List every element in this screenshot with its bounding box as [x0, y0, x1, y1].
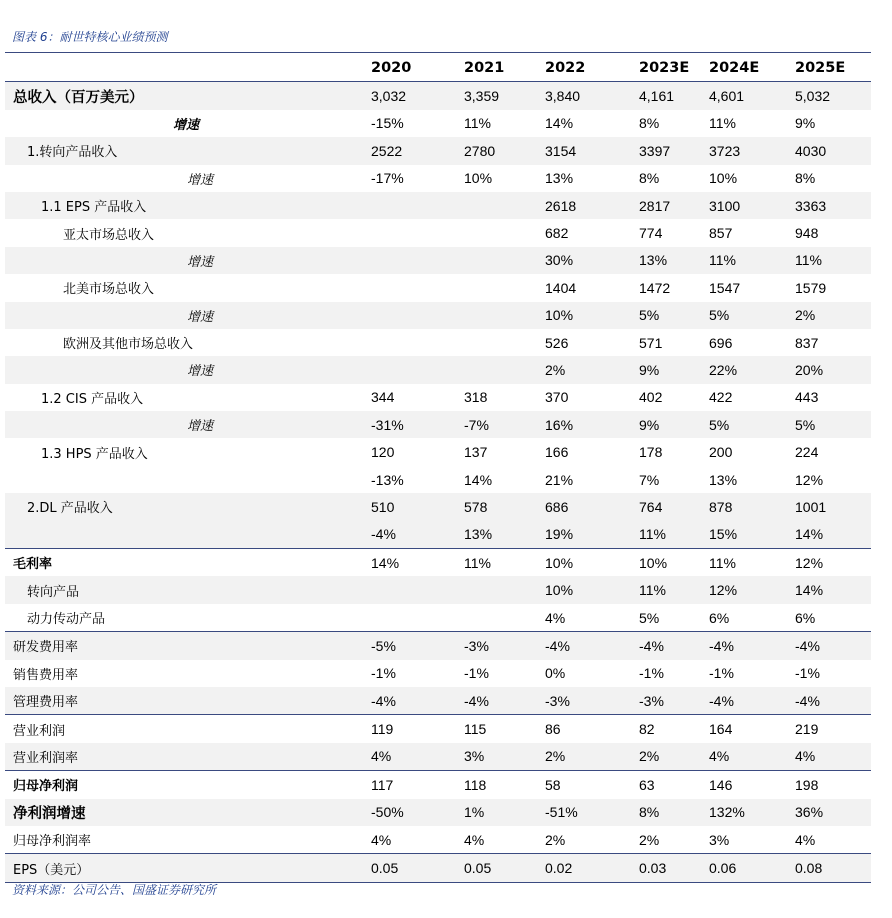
row-label: 增速	[187, 309, 214, 325]
value-cell-2024e: 200	[709, 444, 733, 461]
row-label: 研发费用率	[13, 640, 79, 656]
value-cell-2021	[464, 219, 545, 246]
value-cell-2024e: 3100	[709, 192, 795, 219]
value-cell-2023e: 2%	[639, 831, 660, 848]
value-cell-2020: 117	[371, 771, 464, 799]
value-cell-2025e: 3363	[795, 192, 871, 219]
value-cell-2020: -17%	[371, 170, 404, 187]
value-cell-2022: 86	[545, 715, 639, 743]
value-cell-2021	[464, 576, 545, 603]
value-cell-2025e: 36%	[795, 799, 871, 826]
value-cell-2023e: 1472	[639, 279, 671, 296]
row-label: 转向产品	[27, 584, 80, 600]
row-label: 毛利率	[13, 557, 53, 573]
value-cell-2023e: 3397	[639, 137, 709, 164]
value-cell-2021: 11%	[464, 115, 491, 132]
value-cell-2025e: 11%	[795, 247, 871, 274]
value-cell-2022: 3154	[545, 137, 639, 164]
value-cell-2022: 21%	[545, 471, 574, 488]
table-row	[5, 274, 871, 301]
row-label-cell	[5, 110, 371, 137]
value-cell-2025e: 20%	[795, 356, 871, 383]
value-cell-2024e: 11%	[709, 115, 736, 132]
table-row	[5, 82, 871, 110]
value-cell-2020: 4%	[371, 831, 392, 848]
row-label-cell	[5, 165, 371, 192]
value-cell-2023e: 11%	[639, 576, 709, 603]
value-cell-2023e: 4,161	[639, 82, 709, 110]
header-year: 2020	[371, 54, 464, 82]
value-cell-2021: 3%	[464, 743, 545, 771]
value-cell-2021	[464, 302, 545, 329]
value-cell-2023e: 8%	[639, 170, 660, 187]
value-cell-2023e: 82	[639, 715, 709, 743]
value-cell-2022: 13%	[545, 170, 574, 187]
row-label: 营业利润	[13, 723, 66, 739]
value-cell-2024e: -4%	[709, 687, 795, 715]
value-cell-2020: -5%	[371, 632, 464, 660]
header-row	[5, 54, 871, 82]
table-row	[5, 854, 871, 882]
row-label: 亚太市场总收入	[63, 227, 155, 243]
table-row	[5, 165, 871, 192]
table-row	[5, 632, 871, 660]
row-label: 1.3 HPS 产品收入	[41, 446, 148, 462]
value-cell-2020	[371, 274, 464, 301]
value-cell-2022: 0.02	[545, 854, 639, 882]
value-cell-2024e: 11%	[709, 549, 795, 577]
value-cell-2021: 11%	[464, 549, 545, 577]
row-label: 增速	[187, 172, 214, 188]
table-row	[5, 604, 871, 632]
value-cell-2023e: 8%	[639, 799, 709, 826]
value-cell-2023e: 9%	[639, 411, 709, 438]
value-cell-2022: 30%	[545, 247, 639, 274]
row-label-cell	[5, 521, 371, 549]
row-label: 2.DL 产品收入	[27, 501, 113, 517]
row-label-cell	[5, 302, 371, 329]
row-label-cell	[5, 274, 371, 301]
value-cell-2023e: 0.03	[639, 854, 709, 882]
value-cell-2021: 318	[464, 389, 488, 406]
row-label: 总收入（百万美元）	[13, 89, 144, 106]
value-cell-2021: 14%	[464, 471, 493, 488]
value-cell-2025e: 5%	[795, 411, 871, 438]
row-label-cell	[5, 743, 371, 771]
value-cell-2024e: 13%	[709, 471, 738, 488]
row-label-cell	[5, 192, 371, 219]
value-cell-2024e: 422	[709, 389, 733, 406]
value-cell-2025e: 1001	[795, 493, 871, 520]
table-row	[5, 826, 871, 854]
value-cell-2022: 1404	[545, 279, 577, 296]
table-row	[5, 192, 871, 219]
value-cell-2024e: -1%	[709, 665, 734, 682]
value-cell-2020: 0.05	[371, 854, 464, 882]
value-cell-2020: 119	[371, 715, 464, 743]
value-cell-2025e: 12%	[795, 471, 824, 488]
value-cell-2025e: -4%	[795, 632, 871, 660]
value-cell-2022: 4%	[545, 609, 566, 626]
value-cell-2021: 1%	[464, 799, 545, 826]
value-cell-2022: 10%	[545, 302, 639, 329]
value-cell-2021	[464, 604, 545, 632]
value-cell-2020: -50%	[371, 799, 464, 826]
figure-caption: 图表 6：耐世特核心业绩预测	[12, 30, 168, 44]
table-row	[5, 219, 871, 246]
value-cell-2023e: 7%	[639, 471, 660, 488]
value-cell-2024e: 857	[709, 225, 733, 242]
value-cell-2022: 3,840	[545, 82, 639, 110]
row-label-cell	[5, 329, 371, 356]
value-cell-2024e: 5%	[709, 411, 795, 438]
value-cell-2025e: 948	[795, 225, 819, 242]
value-cell-2023e: 774	[639, 225, 663, 242]
header-year: 2022	[545, 54, 639, 82]
value-cell-2025e: 224	[795, 444, 819, 461]
value-cell-2025e: 0.08	[795, 854, 871, 882]
value-cell-2023e: 13%	[639, 247, 709, 274]
value-cell-2024e: 12%	[709, 576, 795, 603]
value-cell-2022: -4%	[545, 632, 639, 660]
value-cell-2022: 166	[545, 444, 569, 461]
value-cell-2021: 0.05	[464, 854, 545, 882]
value-cell-2025e: 4030	[795, 137, 871, 164]
value-cell-2021	[464, 329, 545, 356]
row-label: 1.转向产品收入	[27, 145, 118, 161]
value-cell-2025e: 6%	[795, 609, 816, 626]
header-label-cell	[5, 54, 371, 82]
value-cell-2021: 2780	[464, 137, 545, 164]
row-label: 增速	[187, 419, 214, 435]
value-cell-2020	[371, 192, 464, 219]
table-row	[5, 549, 871, 577]
row-label-cell	[5, 82, 371, 110]
value-cell-2020	[371, 329, 464, 356]
value-cell-2023e: 402	[639, 389, 663, 406]
row-label-cell	[5, 493, 371, 520]
table-row	[5, 715, 871, 743]
table-row	[5, 356, 871, 383]
value-cell-2022: 2618	[545, 192, 639, 219]
value-cell-2023e: 10%	[639, 549, 709, 577]
value-cell-2021: 13%	[464, 521, 545, 549]
value-cell-2022: -51%	[545, 799, 639, 826]
value-cell-2025e: 12%	[795, 549, 871, 577]
row-label-cell	[5, 604, 371, 632]
value-cell-2022: 10%	[545, 549, 639, 577]
row-label-cell	[5, 660, 371, 687]
value-cell-2020: 344	[371, 389, 395, 406]
row-label: 1.2 CIS 产品收入	[41, 391, 144, 407]
value-cell-2024e: 878	[709, 493, 795, 520]
value-cell-2020: -13%	[371, 471, 404, 488]
value-cell-2024e: 10%	[709, 170, 738, 187]
value-cell-2020: 510	[371, 493, 464, 520]
value-cell-2025e: -4%	[795, 687, 871, 715]
value-cell-2020	[371, 604, 464, 632]
value-cell-2024e: 6%	[709, 609, 730, 626]
row-label-cell	[5, 549, 371, 577]
row-label-cell	[5, 438, 371, 465]
value-cell-2024e: 5%	[709, 302, 795, 329]
value-cell-2023e: 9%	[639, 356, 709, 383]
table-row	[5, 771, 871, 799]
row-label-cell	[5, 356, 371, 383]
row-label-cell	[5, 826, 371, 854]
value-cell-2020: -4%	[371, 521, 464, 549]
row-label-cell	[5, 466, 371, 493]
header-year: 2023E	[639, 54, 709, 82]
value-cell-2021: 4%	[464, 831, 485, 848]
value-cell-2022: 686	[545, 493, 639, 520]
value-cell-2024e: 22%	[709, 356, 795, 383]
value-cell-2020	[371, 247, 464, 274]
value-cell-2020: -4%	[371, 687, 464, 715]
value-cell-2023e: 5%	[639, 302, 709, 329]
value-cell-2021	[464, 356, 545, 383]
value-cell-2025e: 14%	[795, 576, 871, 603]
value-cell-2020: 3,032	[371, 82, 464, 110]
table-row	[5, 110, 871, 137]
table-row	[5, 438, 871, 465]
value-cell-2023e: -4%	[639, 632, 709, 660]
value-cell-2023e: 63	[639, 771, 709, 799]
value-cell-2022: 14%	[545, 115, 574, 132]
value-cell-2025e: 8%	[795, 170, 816, 187]
value-cell-2022: 58	[545, 771, 639, 799]
value-cell-2025e: 9%	[795, 115, 816, 132]
forecast-table	[5, 54, 871, 883]
row-label-cell	[5, 799, 371, 826]
value-cell-2024e: 1547	[709, 279, 741, 296]
value-cell-2022: 0%	[545, 665, 566, 682]
row-label-cell	[5, 576, 371, 603]
value-cell-2023e: 571	[639, 334, 663, 351]
value-cell-2024e: 11%	[709, 247, 795, 274]
value-cell-2022: 16%	[545, 411, 639, 438]
value-cell-2025e: 14%	[795, 521, 871, 549]
value-cell-2023e: 8%	[639, 115, 660, 132]
value-cell-2020	[371, 219, 464, 246]
value-cell-2022: 19%	[545, 521, 639, 549]
value-cell-2021	[464, 192, 545, 219]
value-cell-2024e: 146	[709, 771, 795, 799]
row-label: 销售费用率	[13, 667, 79, 683]
row-label: EPS（美元）	[13, 862, 90, 878]
value-cell-2020	[371, 576, 464, 603]
row-label: 归母净利润率	[13, 834, 92, 850]
value-cell-2025e: -1%	[795, 665, 820, 682]
row-label: 1.1 EPS 产品收入	[41, 200, 147, 216]
value-cell-2021: 118	[464, 771, 545, 799]
value-cell-2022: 526	[545, 334, 569, 351]
value-cell-2024e: 696	[709, 334, 733, 351]
value-cell-2020	[371, 356, 464, 383]
value-cell-2024e: 132%	[709, 799, 795, 826]
value-cell-2025e: 1579	[795, 279, 827, 296]
row-label-cell	[5, 632, 371, 660]
value-cell-2025e: 219	[795, 715, 871, 743]
value-cell-2023e: 2817	[639, 192, 709, 219]
value-cell-2024e: 0.06	[709, 854, 795, 882]
value-cell-2021	[464, 274, 545, 301]
value-cell-2020: -15%	[371, 115, 404, 132]
row-label-cell	[5, 247, 371, 274]
value-cell-2023e: -3%	[639, 687, 709, 715]
value-cell-2021: -4%	[464, 687, 545, 715]
table-row	[5, 329, 871, 356]
value-cell-2021: -1%	[464, 665, 489, 682]
value-cell-2025e: 5,032	[795, 82, 871, 110]
row-label-cell	[5, 854, 371, 882]
row-label: 增速	[173, 117, 200, 133]
value-cell-2024e: 4,601	[709, 82, 795, 110]
table-row	[5, 302, 871, 329]
value-cell-2022: 10%	[545, 576, 639, 603]
value-cell-2024e: 15%	[709, 521, 795, 549]
row-label-cell	[5, 715, 371, 743]
table-row	[5, 384, 871, 411]
value-cell-2023e: 764	[639, 493, 709, 520]
value-cell-2025e: 4%	[795, 743, 871, 771]
value-cell-2023e: 11%	[639, 521, 709, 549]
table-row	[5, 743, 871, 771]
value-cell-2023e: 2%	[639, 743, 709, 771]
value-cell-2024e: 3723	[709, 137, 795, 164]
value-cell-2023e: -1%	[639, 665, 664, 682]
row-label-cell	[5, 219, 371, 246]
row-label-cell	[5, 411, 371, 438]
row-label: 欧洲及其他市场总收入	[63, 337, 194, 353]
row-label-cell	[5, 137, 371, 164]
value-cell-2024e: 4%	[709, 743, 795, 771]
value-cell-2025e: 443	[795, 389, 819, 406]
value-cell-2020	[371, 302, 464, 329]
value-cell-2021: -7%	[464, 411, 545, 438]
value-cell-2022: 2%	[545, 743, 639, 771]
value-cell-2024e: 164	[709, 715, 795, 743]
value-cell-2020: 4%	[371, 743, 464, 771]
row-label: 营业利润率	[13, 750, 79, 766]
value-cell-2020: -1%	[371, 665, 396, 682]
value-cell-2022: 2%	[545, 356, 639, 383]
header-year: 2021	[464, 54, 545, 82]
value-cell-2022: 682	[545, 225, 569, 242]
value-cell-2021: -3%	[464, 632, 545, 660]
row-label-cell	[5, 771, 371, 799]
top-rule	[5, 52, 871, 53]
row-label: 动力传动产品	[27, 612, 106, 627]
row-label: 管理费用率	[13, 695, 79, 711]
value-cell-2024e: 3%	[709, 831, 730, 848]
value-cell-2021: 578	[464, 493, 545, 520]
row-label: 归母净利润	[13, 779, 79, 795]
header-year: 2024E	[709, 54, 795, 82]
table-row	[5, 247, 871, 274]
table-row	[5, 660, 871, 687]
table-row	[5, 799, 871, 826]
source-note: 资料来源：公司公告、国盛证券研究所	[12, 883, 217, 897]
row-label: 净利润增速	[13, 805, 86, 822]
value-cell-2021	[464, 247, 545, 274]
table-row	[5, 521, 871, 549]
table-row	[5, 576, 871, 603]
header-year: 2025E	[795, 54, 871, 82]
value-cell-2022: -3%	[545, 687, 639, 715]
value-cell-2021: 137	[464, 444, 488, 461]
row-label: 北美市场总收入	[63, 282, 155, 298]
value-cell-2021: 10%	[464, 170, 493, 187]
table-row	[5, 466, 871, 493]
table-row	[5, 411, 871, 438]
row-label: 增速	[187, 364, 214, 380]
value-cell-2023e: 5%	[639, 609, 660, 626]
value-cell-2024e: -4%	[709, 632, 795, 660]
value-cell-2020: -31%	[371, 411, 464, 438]
value-cell-2020: 2522	[371, 137, 464, 164]
value-cell-2025e: 198	[795, 771, 871, 799]
value-cell-2025e: 4%	[795, 831, 816, 848]
row-label: 增速	[187, 254, 214, 270]
value-cell-2022: 2%	[545, 831, 566, 848]
value-cell-2021: 115	[464, 715, 545, 743]
value-cell-2020: 14%	[371, 549, 464, 577]
value-cell-2020: 120	[371, 444, 395, 461]
value-cell-2021: 3,359	[464, 82, 545, 110]
value-cell-2025e: 2%	[795, 302, 871, 329]
value-cell-2023e: 178	[639, 444, 663, 461]
table-row	[5, 687, 871, 715]
row-label-cell	[5, 687, 371, 715]
table-row	[5, 493, 871, 520]
table-row	[5, 137, 871, 164]
value-cell-2025e: 837	[795, 334, 819, 351]
value-cell-2022: 370	[545, 389, 569, 406]
row-label-cell	[5, 384, 371, 411]
